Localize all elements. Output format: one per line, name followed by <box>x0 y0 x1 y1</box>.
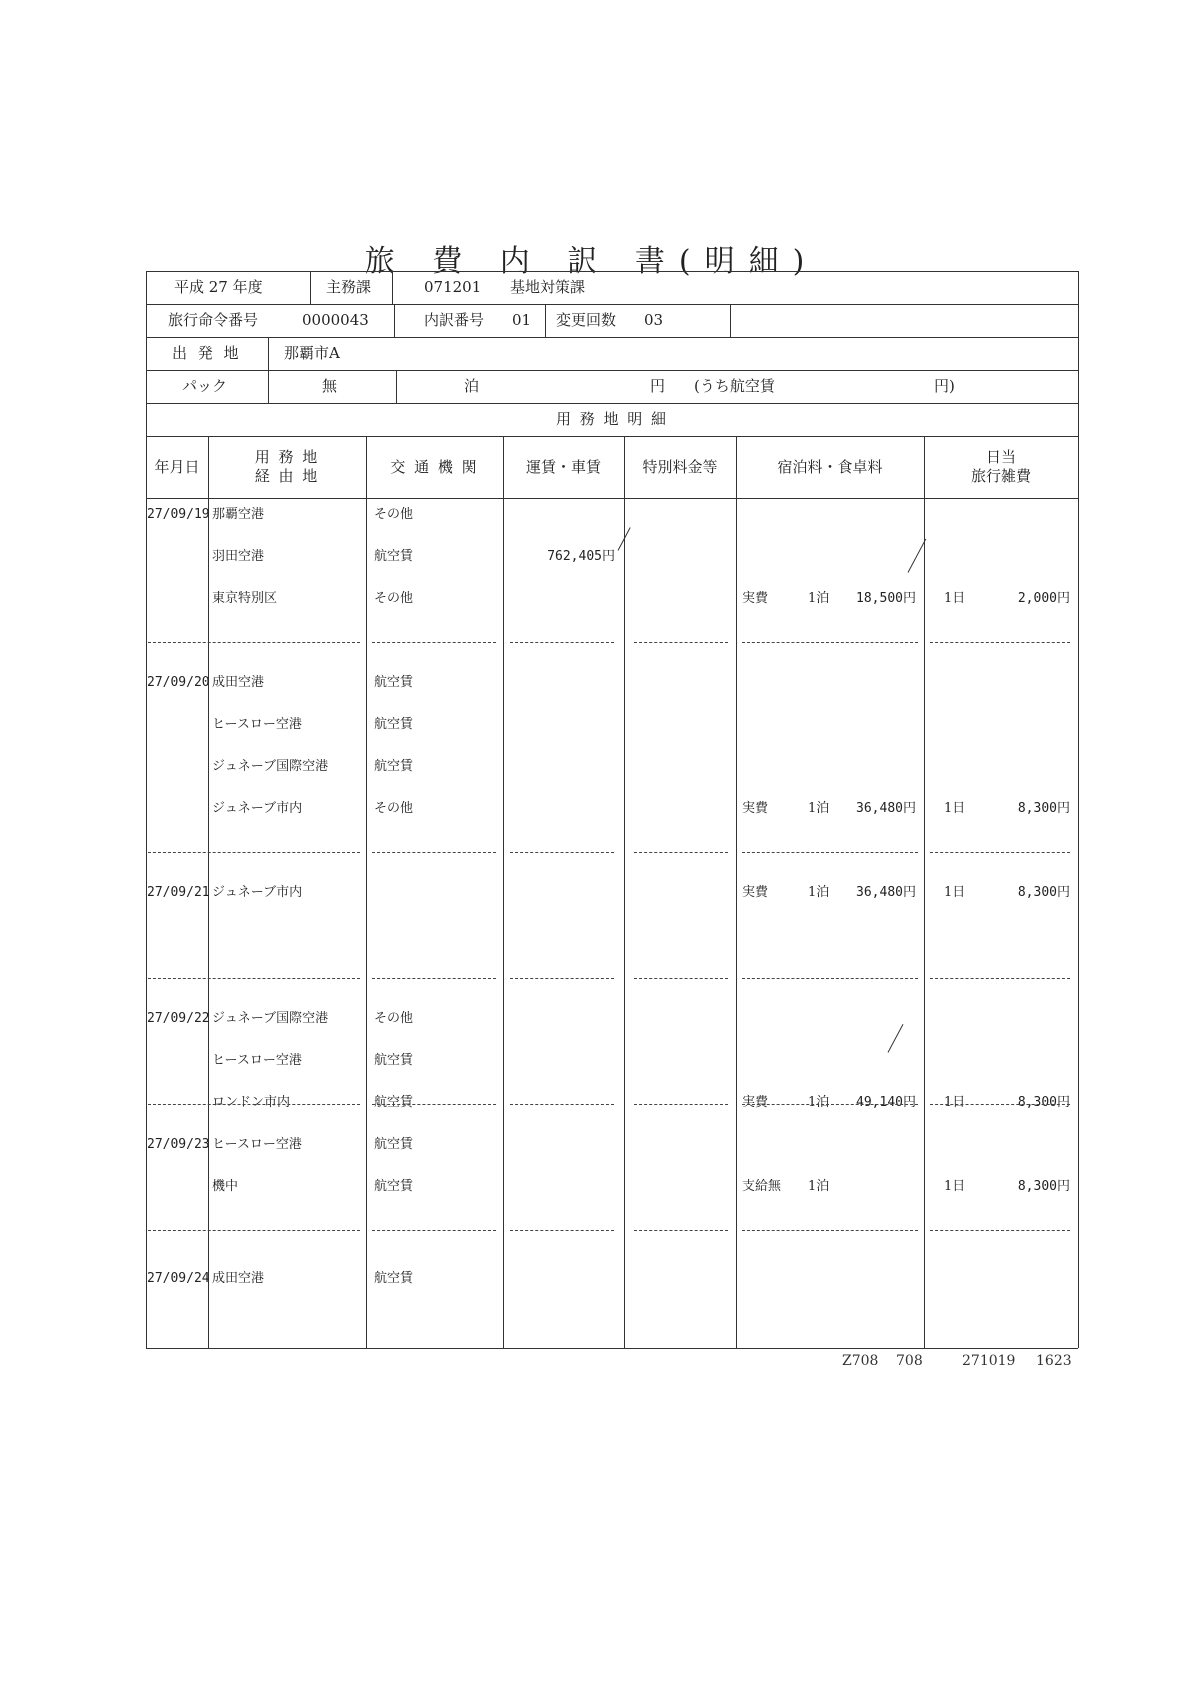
row-place: 成田空港 <box>212 675 265 690</box>
nights-label: 泊 <box>464 377 480 395</box>
row-separator <box>742 1104 918 1105</box>
row-separator <box>742 852 918 853</box>
row-transport: その他 <box>374 507 414 522</box>
row-separator <box>148 1230 360 1231</box>
row-nights: 1泊 <box>808 1179 830 1194</box>
row-separator <box>930 1104 1070 1105</box>
row-date: 27/09/23 <box>147 1137 210 1152</box>
row-separator <box>372 642 496 643</box>
row-separator <box>148 642 360 643</box>
row-place: 那覇空港 <box>212 507 265 522</box>
row-separator <box>148 852 360 853</box>
row-lodging-amount: 49,140円 <box>856 1095 916 1110</box>
row-separator <box>372 1230 496 1231</box>
row-lodging-type: 実費 <box>742 801 769 816</box>
row-separator <box>742 642 918 643</box>
footer-code-1: Z708 <box>842 1353 879 1369</box>
row-lodging-type: 実費 <box>742 1095 769 1110</box>
row-days: 1日 <box>944 885 966 900</box>
order-label: 旅行命令番号 <box>168 311 259 329</box>
row-transport: 航空賃 <box>374 759 414 774</box>
row-place: ジュネーブ国際空港 <box>212 1011 329 1026</box>
row-separator <box>148 978 360 979</box>
pack-value: 無 <box>322 377 338 395</box>
row-place: ヒースロー空港 <box>212 717 302 732</box>
row-separator <box>372 1104 496 1105</box>
fiscal-year: 平成 27 年度 <box>174 278 263 296</box>
row-transport: その他 <box>374 801 414 816</box>
row-separator <box>372 852 496 853</box>
col-allowance: 日当 <box>985 448 1016 466</box>
row-transport: 航空賃 <box>374 1095 414 1110</box>
yen-label: 円 <box>650 377 666 395</box>
row-date: 27/09/20 <box>147 675 210 690</box>
row-date: 27/09/21 <box>147 885 210 900</box>
row-allowance: 8,300円 <box>1017 1179 1070 1194</box>
row-place: 機中 <box>212 1179 239 1194</box>
row-separator <box>634 978 728 979</box>
dept-label: 主務課 <box>326 278 372 296</box>
row-date: 27/09/22 <box>147 1011 210 1026</box>
row-separator <box>634 1104 728 1105</box>
col-via: 経 由 地 <box>254 467 320 485</box>
row-place: ヒースロー空港 <box>212 1137 302 1152</box>
row-transport: その他 <box>374 1011 414 1026</box>
row-place: ジュネーブ市内 <box>212 885 303 900</box>
row-separator <box>510 1230 614 1231</box>
row-transport: その他 <box>374 591 414 606</box>
col-fare: 運賃・車賃 <box>525 458 601 476</box>
row-transport: 航空賃 <box>374 675 414 690</box>
row-date: 27/09/24 <box>147 1271 210 1286</box>
change-label: 変更回数 <box>556 311 617 329</box>
row-transport: 航空賃 <box>374 717 414 732</box>
row-lodging-type: 実費 <box>742 885 769 900</box>
row-place: ジュネーブ国際空港 <box>212 759 329 774</box>
dept-code: 071201 <box>424 278 482 296</box>
col-place: 用 務 地 <box>254 448 320 466</box>
footer-code-4: 1623 <box>1036 1353 1072 1369</box>
row-transport: 航空賃 <box>374 1179 414 1194</box>
row-allowance: 2,000円 <box>1017 591 1070 606</box>
row-separator <box>510 1104 614 1105</box>
row-allowance: 8,300円 <box>1017 801 1070 816</box>
row-place: ジュネーブ市内 <box>212 801 303 816</box>
col-special: 特別料金等 <box>642 458 718 476</box>
row-separator <box>930 1230 1070 1231</box>
row-days: 1日 <box>944 801 966 816</box>
col-lodging: 宿泊料・食卓料 <box>777 458 883 476</box>
row-transport: 航空賃 <box>374 1053 414 1068</box>
pack-label: パック <box>182 377 228 395</box>
row-separator <box>930 978 1070 979</box>
row-days: 1日 <box>944 1179 966 1194</box>
origin-value: 那覇市A <box>284 344 340 362</box>
footer-code-2: 708 <box>896 1353 923 1369</box>
row-separator <box>634 1230 728 1231</box>
airfare-label: (うち航空賃 <box>694 377 775 395</box>
row-lodging-type: 実費 <box>742 591 769 606</box>
row-separator <box>148 1104 360 1105</box>
order-number: 0000043 <box>302 311 369 329</box>
row-allowance: 8,300円 <box>1017 885 1070 900</box>
row-days: 1日 <box>944 591 966 606</box>
row-place: ヒースロー空港 <box>212 1053 302 1068</box>
airfare-yen: 円) <box>934 377 955 395</box>
row-lodging-amount: 36,480円 <box>856 885 916 900</box>
row-separator <box>742 978 918 979</box>
change-number: 03 <box>644 311 664 329</box>
footer-code-3: 271019 <box>962 1353 1016 1369</box>
row-nights: 1泊 <box>808 885 830 900</box>
col-date: 年月日 <box>154 458 200 476</box>
row-transport: 航空賃 <box>374 1271 414 1286</box>
detail-number: 01 <box>512 311 532 329</box>
row-separator <box>372 978 496 979</box>
row-nights: 1泊 <box>808 801 830 816</box>
row-transport: 航空賃 <box>374 549 414 564</box>
row-separator <box>742 1230 918 1231</box>
row-place: ロンドン市内 <box>212 1095 291 1110</box>
row-lodging-amount: 18,500円 <box>856 591 916 606</box>
dept-name: 基地対策課 <box>510 278 586 296</box>
col-misc: 旅行雑費 <box>970 467 1031 485</box>
detail-label: 内訳番号 <box>424 311 485 329</box>
section-title: 用 務 地 明 細 <box>555 410 669 428</box>
origin-label: 出 発 地 <box>172 344 242 362</box>
row-separator <box>510 852 614 853</box>
row-transport: 航空賃 <box>374 1137 414 1152</box>
row-allowance: 8,300円 <box>1017 1095 1070 1110</box>
col-transport: 交 通 機 関 <box>390 458 479 476</box>
row-days: 1日 <box>944 1095 966 1110</box>
document-title: 旅 費 内 訳 書(明細) <box>364 244 819 279</box>
row-separator <box>930 852 1070 853</box>
row-place: 東京特別区 <box>212 591 278 606</box>
row-nights: 1泊 <box>808 1095 830 1110</box>
row-separator <box>930 642 1070 643</box>
row-place: 羽田空港 <box>212 549 265 564</box>
row-separator <box>510 978 614 979</box>
row-nights: 1泊 <box>808 591 830 606</box>
row-lodging-amount: 36,480円 <box>856 801 916 816</box>
row-lodging-type: 支給無 <box>742 1179 782 1194</box>
row-separator <box>634 852 728 853</box>
row-fare: 762,405円 <box>547 549 615 564</box>
row-separator <box>510 642 614 643</box>
row-separator <box>634 642 728 643</box>
row-place: 成田空港 <box>212 1271 265 1286</box>
row-date: 27/09/19 <box>147 507 210 522</box>
